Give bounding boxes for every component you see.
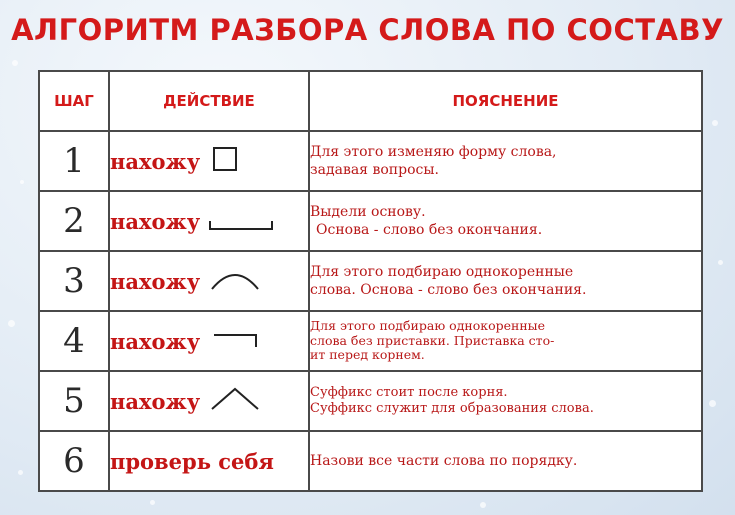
action-text: нахожу <box>110 388 201 414</box>
snowflake-decoration <box>20 180 24 184</box>
table-row <box>39 191 702 251</box>
explanation-cell <box>309 251 702 311</box>
header-step: ШАГ <box>39 71 109 131</box>
snowflake-decoration <box>12 60 18 66</box>
snowflake-decoration <box>18 470 23 475</box>
suffix-caret-icon <box>208 385 262 417</box>
stem-bracket-icon <box>208 205 274 237</box>
root-arc-icon <box>208 265 262 297</box>
explanation-cell <box>309 131 702 191</box>
snowflake-decoration <box>718 260 723 265</box>
table-row <box>39 431 702 491</box>
header-action: ДЕЙСТВИЕ <box>109 71 309 131</box>
snowflake-decoration <box>8 320 15 327</box>
step-number: 2 <box>39 191 109 251</box>
table-row <box>39 131 702 191</box>
action-cell <box>109 371 309 431</box>
table-row <box>39 311 702 371</box>
action-text: проверь себя <box>110 448 274 474</box>
explanation-line: Суффикс стоит после корня. <box>310 384 508 400</box>
snowflake-decoration <box>480 502 486 508</box>
snowflake-decoration <box>709 400 716 407</box>
page-title: АЛГОРИТМ РАЗБОРА СЛОВА ПО СОСТАВУ <box>11 13 724 47</box>
explanation-cell <box>309 431 702 491</box>
explanation-line: Для этого подбираю однокоренные <box>310 263 574 280</box>
explanation-line: Суффикс служит для образования слова. <box>310 401 594 416</box>
explanation-line: слова без приставки. Приставка сто- <box>310 332 555 348</box>
action-cell <box>109 311 309 371</box>
explanation-cell <box>309 311 702 371</box>
explanation-line: ит перед корнем. <box>310 347 425 363</box>
action-text: нахожу <box>110 328 201 354</box>
explanation-cell <box>309 371 702 431</box>
explanation-line: задавая вопросы. <box>310 162 439 178</box>
explanation-line: Основа - слово без окончания. <box>316 222 543 238</box>
step-number: 5 <box>39 371 109 431</box>
action-cell <box>109 251 309 311</box>
table-row <box>39 251 702 311</box>
snowflake-decoration <box>712 120 718 126</box>
explanation-cell <box>309 191 702 251</box>
step-number: 1 <box>39 131 109 191</box>
algorithm-table <box>38 70 703 492</box>
action-text: нахожу <box>110 268 201 294</box>
ending-square-icon <box>208 145 242 177</box>
step-number: 6 <box>39 431 109 491</box>
header-explanation: ПОЯСНЕНИЕ <box>309 71 702 131</box>
snowflake-decoration <box>150 500 155 505</box>
step-number: 3 <box>39 251 109 311</box>
step-number: 4 <box>39 311 109 371</box>
action-cell <box>109 431 309 491</box>
explanation-line: Назови все части слова по порядку. <box>310 452 578 469</box>
explanation-line: Выдели основу. <box>310 203 426 220</box>
prefix-hook-icon <box>208 325 262 357</box>
action-text: нахожу <box>110 148 201 174</box>
action-text: нахожу <box>110 208 201 234</box>
action-cell <box>109 191 309 251</box>
explanation-line: Для этого изменяю форму слова, <box>310 143 557 160</box>
explanation-line: слова. Основа - слово без окончания. <box>310 282 587 298</box>
action-cell <box>109 131 309 191</box>
table-header-row <box>39 71 702 131</box>
table-row <box>39 371 702 431</box>
explanation-line: Для этого подбираю однокоренные <box>310 318 545 334</box>
